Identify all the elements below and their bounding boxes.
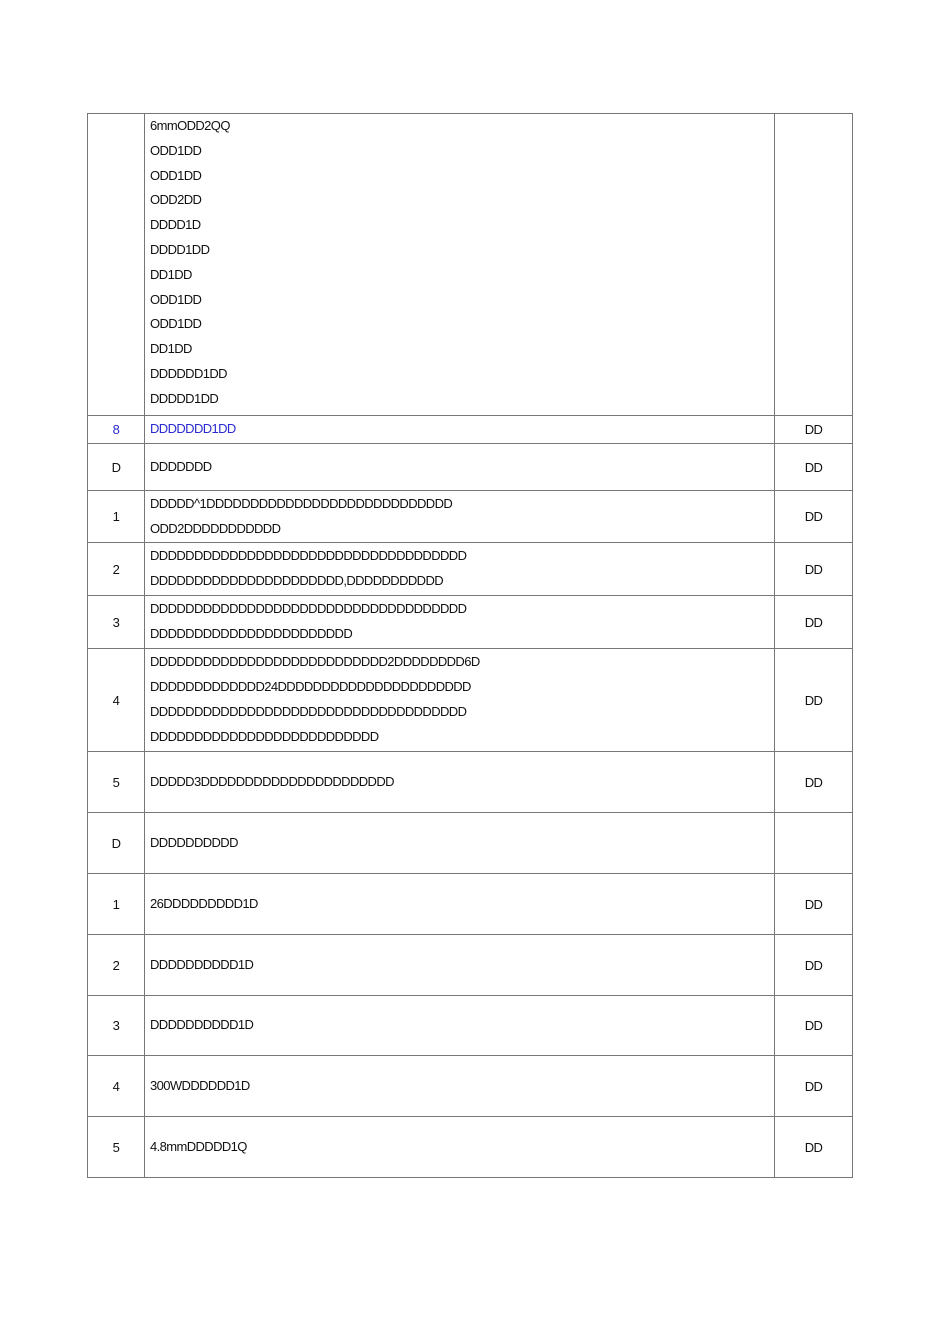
description-line: DDDDDDDDDDDDDDDDDDDDDDDDDDDDDDDDDDDD (150, 704, 467, 719)
table-row (88, 114, 853, 416)
description-line: DDDDDDDDDDDDDDDDDDDDDDDDDD (150, 728, 379, 744)
description-line: DDDDD1DD (150, 390, 219, 406)
description-line: ODD1DD (150, 291, 202, 307)
description-line: DDDD1D (150, 217, 201, 233)
table-row (88, 596, 853, 649)
row-description (145, 649, 775, 752)
row-unit: DD (775, 444, 853, 491)
row-number: 3 (88, 596, 145, 649)
description-line: 4.8mmDDDDD1Q (150, 1138, 247, 1154)
row-number: 5 (88, 752, 145, 813)
table-row (88, 752, 853, 813)
description-line: 6mmODD2QQ (150, 118, 230, 133)
row-number: 3 (88, 996, 145, 1056)
description-line: DDDDDD1DD (150, 365, 227, 381)
table-row (88, 813, 853, 874)
table-row (88, 416, 853, 444)
row-description (145, 752, 775, 813)
row-description (145, 813, 775, 874)
row-description (145, 596, 775, 649)
table-row (88, 444, 853, 491)
row-unit: DD (775, 996, 853, 1056)
row-number: D (88, 813, 145, 874)
description-line: ODD1DD (150, 316, 202, 332)
table-row (88, 649, 853, 752)
description-line: DDDDDDDDDDDDDDDDDDDDDDDDDDDDDDDDDDDD (150, 548, 467, 564)
row-unit: DD (775, 874, 853, 935)
table-row (88, 935, 853, 996)
table-row (88, 1056, 853, 1117)
row-number: 5 (88, 1117, 145, 1178)
row-number: 1 (88, 874, 145, 935)
row-number: D (88, 444, 145, 491)
row-description (145, 874, 775, 935)
row-unit: DD (775, 596, 853, 649)
row-description (145, 1117, 775, 1178)
description-line: DDDDDDD1DD (150, 421, 236, 437)
spec-table (87, 113, 853, 1178)
row-description (145, 996, 775, 1056)
row-unit: DD (775, 935, 853, 996)
row-number: 8 (88, 416, 145, 444)
table-row (88, 543, 853, 596)
row-description (145, 491, 775, 543)
description-line: DDDDDDDDDDDDDDDDDDDDDD,DDDDDDDDDDD (150, 573, 444, 588)
row-number: 2 (88, 935, 145, 996)
table-row (88, 1117, 853, 1178)
row-unit (775, 114, 853, 416)
row-unit: DD (775, 1056, 853, 1117)
description-line: ODD2DD (150, 192, 202, 208)
row-number: 4 (88, 649, 145, 752)
row-description (145, 1056, 775, 1117)
description-line: 26DDDDDDDDD1D (150, 895, 258, 911)
row-description (145, 935, 775, 996)
description-line: DDDDDDDDDDDDDDDDDDDDDDDDDDDDDDDDDDDD (150, 601, 467, 617)
description-line: ODD1DD (150, 142, 202, 158)
row-description (145, 416, 775, 444)
row-unit: DD (775, 416, 853, 444)
description-line: DD1DD (150, 266, 192, 282)
row-number: 1 (88, 491, 145, 543)
description-line: ODD2DDDDDDDDDDD (150, 520, 281, 536)
row-unit: DD (775, 752, 853, 813)
table-row (88, 874, 853, 935)
description-line: DD1DD (150, 341, 192, 357)
table-row (88, 491, 853, 543)
row-unit: DD (775, 543, 853, 596)
row-description (145, 543, 775, 596)
row-unit: DD (775, 1117, 853, 1178)
row-number (88, 114, 145, 416)
description-line: DDDDDDD (150, 458, 212, 474)
description-line: DDDDDDDDDDDDD24DDDDDDDDDDDDDDDDDDDDDD (150, 679, 471, 695)
spec-table-body (88, 114, 853, 1178)
row-unit: DD (775, 649, 853, 752)
row-unit: DD (775, 491, 853, 543)
description-line: DDDDDDDDDDDDDDDDDDDDDDDDDDD2DDDDDDDD6D (150, 654, 480, 670)
row-unit (775, 813, 853, 874)
description-line: DDDDD3DDDDDDDDDDDDDDDDDDDDDD (150, 773, 394, 789)
description-line: DDDD1DD (150, 241, 210, 257)
description-line: DDDDD^1DDDDDDDDDDDDDDDDDDDDDDDDDDDD (150, 495, 453, 511)
description-line: 300WDDDDDD1D (150, 1077, 250, 1093)
description-line: ODD1DD (150, 167, 202, 183)
row-description (145, 114, 775, 416)
row-description (145, 444, 775, 491)
description-line: DDDDDDDDDD1D (150, 956, 254, 972)
row-number: 4 (88, 1056, 145, 1117)
description-line: DDDDDDDDDD1D (150, 1017, 254, 1033)
description-line: DDDDDDDDDD (150, 834, 238, 850)
table-row (88, 996, 853, 1056)
description-line: DDDDDDDDDDDDDDDDDDDDDDD (150, 626, 353, 641)
row-number: 2 (88, 543, 145, 596)
